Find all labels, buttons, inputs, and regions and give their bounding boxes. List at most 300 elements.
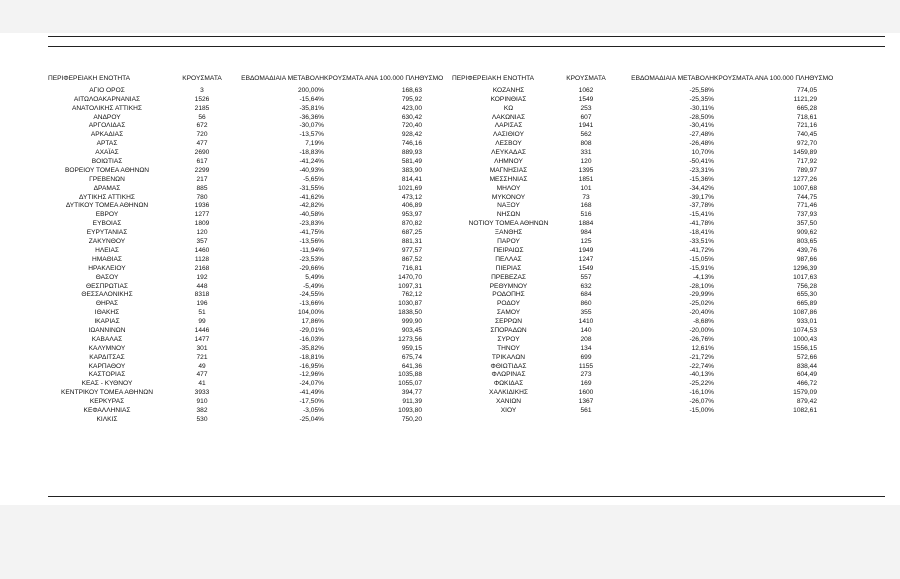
per-100k-cell: 750,20 (401, 415, 422, 423)
weekly-change-cell (607, 416, 714, 425)
weekly-change-cell: -3,05% (303, 406, 324, 414)
cases-cell: 217 (196, 175, 208, 183)
cases-cell: 2690 (194, 149, 210, 157)
table-row (48, 158, 885, 167)
region-cell: ΤΗΝΟΥ (497, 344, 520, 352)
region-cell: ΝΑΞΟΥ (497, 202, 520, 210)
per-100k-cell: 1082,61 (793, 406, 817, 414)
region-cell: ΣΠΟΡΑΔΩΝ (490, 326, 527, 334)
per-100k-cell: 928,42 (401, 131, 422, 139)
col-region-left: ΠΕΡΙΦΕΡΕΙΑΚΗ ΕΝΟΤΗΤΑ (48, 75, 131, 82)
weekly-change-cell: -23,31% (689, 166, 714, 174)
per-100k-cell: 1074,53 (793, 326, 817, 334)
region-cell: ΚΑΛΥΜΝΟΥ (88, 344, 126, 352)
region-cell: ΑΧΑΪΑΣ (95, 149, 119, 157)
region-cell: ΘΑΣΟΥ (95, 273, 119, 281)
per-100k-cell: 1017,63 (793, 273, 817, 281)
per-100k-cell: 814,41 (401, 175, 422, 183)
weekly-change-cell: -41,75% (299, 229, 324, 237)
per-100k-cell: 1273,56 (398, 335, 422, 343)
per-100k-cell: 357,50 (796, 220, 817, 228)
weekly-change-cell: -5,65% (303, 175, 324, 183)
cases-cell: 140 (580, 326, 592, 334)
cases-cell: 56 (198, 113, 206, 121)
region-cell: ΔΥΤΙΚΗΣ ΑΤΤΙΚΗΣ (79, 193, 135, 201)
per-100k-cell: 406,89 (401, 202, 422, 210)
weekly-change-cell: -18,41% (689, 229, 714, 237)
bottom-rule (48, 496, 885, 497)
weekly-change-cell: -18,83% (299, 149, 324, 157)
cases-cell: 885 (196, 184, 208, 192)
region-cell: ΛΑΡΙΣΑΣ (494, 122, 523, 130)
weekly-change-cell: -23,83% (299, 220, 324, 228)
cases-cell: 73 (582, 193, 590, 201)
table-row (48, 229, 885, 238)
per-100k-cell: 803,65 (796, 238, 817, 246)
table-row (48, 220, 885, 229)
weekly-change-cell: -21,72% (689, 353, 714, 361)
region-cell: ΙΘΑΚΗΣ (94, 309, 120, 317)
table-row (48, 167, 885, 176)
region-cell: ΕΥΒΟΙΑΣ (92, 220, 122, 228)
weekly-change-cell: -16,10% (689, 389, 714, 397)
cases-cell: 607 (580, 113, 592, 121)
cases-cell: 557 (580, 273, 592, 281)
per-100k-cell: 756,28 (796, 282, 817, 290)
region-cell: ΘΕΣΣΑΛΟΝΙΚΗΣ (81, 291, 133, 299)
region-cell: ΚΑΡΔΙΤΣΑΣ (89, 353, 125, 361)
per-100k-cell: 933,01 (796, 318, 817, 326)
cases-cell: 562 (580, 131, 592, 139)
weekly-change-cell: -17,50% (299, 398, 324, 406)
cases-cell: 1936 (194, 202, 210, 210)
weekly-change-cell: -26,07% (689, 398, 714, 406)
region-cell: ΦΛΩΡΙΝΑΣ (491, 371, 526, 379)
cases-cell: 1446 (194, 326, 210, 334)
per-100k-cell: 721,16 (796, 122, 817, 130)
cases-cell: 561 (580, 406, 592, 414)
per-100k-cell: 1556,15 (793, 344, 817, 352)
table-row (48, 131, 885, 140)
per-100k-cell: 1021,69 (398, 184, 422, 192)
weekly-change-cell: 5,49% (305, 273, 324, 281)
cases-cell: 273 (580, 371, 592, 379)
cases-cell: 51 (198, 309, 206, 317)
per-100k-cell: 911,39 (402, 398, 422, 406)
cases-cell: 699 (580, 353, 592, 361)
per-100k-cell: 987,66 (796, 255, 817, 263)
per-100k-cell: 383,90 (401, 166, 422, 174)
cases-cell: 780 (196, 193, 208, 201)
cases-cell: 672 (196, 122, 208, 130)
region-cell: ΒΟΙΩΤΙΑΣ (91, 158, 123, 166)
region-cell: ΝΟΤΙΟΥ ΤΟΜΕΑ ΑΘΗΝΩΝ (468, 220, 549, 228)
cases-cell: 1247 (578, 255, 594, 263)
region-cell: ΙΩΑΝΝΙΝΩΝ (88, 326, 126, 334)
weekly-change-cell: -26,48% (689, 140, 714, 148)
per-100k-cell: 889,93 (401, 149, 422, 157)
weekly-change-cell: -11,94% (299, 246, 324, 254)
table-row (48, 291, 885, 300)
cases-cell: 3 (200, 86, 204, 94)
cases-cell: 1277 (194, 211, 210, 219)
weekly-change-cell: -34,42% (689, 184, 714, 192)
table-row (48, 238, 885, 247)
table-row (48, 194, 885, 203)
per-100k-cell: 1087,86 (793, 309, 817, 317)
per-100k-cell: 909,62 (796, 229, 817, 237)
weekly-change-cell: -40,58% (299, 211, 324, 219)
weekly-change-cell: -22,74% (689, 362, 714, 370)
region-cell: ΕΒΡΟΥ (95, 211, 119, 219)
table-row (48, 122, 885, 131)
table-row (48, 363, 885, 372)
weekly-change-cell: 104,00% (297, 309, 324, 317)
weekly-change-cell: -27,48% (689, 131, 714, 139)
weekly-change-cell: -15,36% (689, 175, 714, 183)
table-row (48, 283, 885, 292)
weekly-change-cell: -29,99% (689, 291, 714, 299)
per-100k-cell (714, 416, 817, 425)
table-body (48, 87, 885, 425)
weekly-change-cell: -39,17% (689, 193, 714, 201)
region-cell: ΚΑΡΠΑΘΟΥ (88, 362, 126, 370)
cases-cell: 8318 (194, 291, 210, 299)
weekly-change-cell: -40,13% (689, 371, 714, 379)
per-100k-cell: 1296,39 (793, 264, 817, 272)
cases-cell: 120 (196, 229, 208, 237)
region-cell: ΣΕΡΡΩΝ (495, 318, 522, 326)
cases-cell: 1128 (194, 255, 210, 263)
table-row (48, 96, 885, 105)
per-100k-cell: 1097,31 (398, 282, 422, 290)
per-100k-cell: 675,74 (401, 353, 422, 361)
cases-cell: 2299 (194, 166, 210, 174)
per-100k-cell: 959,15 (401, 344, 422, 352)
cases-cell: 684 (580, 291, 592, 299)
cases-cell: 41 (198, 380, 206, 388)
weekly-change-cell: -20,00% (689, 326, 714, 334)
region-cell: ΑΡΚΑΔΙΑΣ (90, 131, 124, 139)
region-cell: ΠΡΕΒΕΖΑΣ (491, 273, 526, 281)
weekly-change-cell: -25,04% (299, 415, 324, 423)
weekly-change-cell: 17,86% (301, 318, 324, 326)
per-100k-cell: 641,36 (401, 362, 422, 370)
weekly-change-cell: -25,58% (689, 86, 714, 94)
table-row (48, 327, 885, 336)
cases-cell: 1062 (578, 86, 594, 94)
cases-cell: 860 (580, 300, 592, 308)
cases-cell: 1477 (194, 335, 210, 343)
weekly-change-cell: -29,66% (299, 264, 324, 272)
cases-cell: 208 (580, 335, 592, 343)
per-100k-cell: 740,45 (796, 131, 817, 139)
per-100k-cell: 1470,70 (398, 273, 422, 281)
per-100k-cell: 394,77 (401, 389, 422, 397)
weekly-change-cell: -41,49% (299, 389, 324, 397)
cases-cell: 382 (196, 406, 208, 414)
weekly-change-cell: -25,22% (689, 380, 714, 388)
cases-cell: 120 (580, 158, 592, 166)
region-cell: ΚΕΝΤΡΙΚΟΥ ΤΟΜΕΑ ΑΘΗΝΩΝ (61, 389, 153, 397)
region-cell: ΑΓΙΟ ΟΡΟΣ (89, 86, 125, 94)
region-cell: ΛΗΜΝΟΥ (494, 158, 523, 166)
cases-cell: 516 (580, 211, 592, 219)
per-100k-cell: 439,76 (796, 246, 817, 254)
weekly-change-cell: -29,01% (299, 326, 324, 334)
weekly-change-cell: -31,55% (299, 184, 324, 192)
region-cell: ΘΕΣΠΡΩΤΙΑΣ (85, 282, 129, 290)
region-cell: ΧΑΛΚΙΔΙΚΗΣ (489, 389, 528, 397)
table-row (48, 389, 885, 398)
per-100k-cell: 655,30 (796, 291, 817, 299)
per-100k-cell: 771,46 (796, 202, 817, 210)
region-cell: ΧΙΟΥ (500, 406, 517, 414)
table-row (48, 416, 885, 425)
region-cell: ΠΑΡΟΥ (497, 238, 520, 246)
cases-cell: 1526 (194, 95, 210, 103)
cases-cell: 169 (580, 380, 592, 388)
per-100k-cell: 1277,26 (793, 175, 817, 183)
weekly-change-cell: -28,10% (689, 282, 714, 290)
cases-cell: 617 (196, 158, 208, 166)
table-row (48, 185, 885, 194)
region-cell: ΗΡΑΚΛΕΙΟΥ (88, 264, 126, 272)
cases-cell: 720 (196, 131, 208, 139)
weekly-change-cell: -28,50% (689, 113, 714, 121)
per-100k-cell: 1459,89 (793, 149, 817, 157)
region-cell: ΦΩΚΙΔΑΣ (493, 380, 524, 388)
table-row (48, 105, 885, 114)
cases-cell: 632 (580, 282, 592, 290)
cases-cell: 192 (196, 273, 208, 281)
table-row (48, 336, 885, 345)
weekly-change-cell: -41,78% (689, 220, 714, 228)
region-cell: ΔΥΤΙΚΟΥ ΤΟΜΕΑ ΑΘΗΝΩΝ (65, 202, 149, 210)
table-row (48, 140, 885, 149)
cases-cell: 477 (196, 140, 208, 148)
col-weekly-change-left: ΕΒΔΟΜΑΔΙΑΙΑ ΜΕΤΑΒΟΛΗ (241, 75, 324, 82)
cases-cell: 125 (580, 238, 592, 246)
per-100k-cell: 870,82 (401, 220, 422, 228)
per-100k-cell: 881,31 (401, 238, 422, 246)
region-cell: ΑΡΤΑΣ (96, 140, 118, 148)
cases-cell: 3933 (194, 389, 210, 397)
weekly-change-cell: -13,57% (299, 131, 324, 139)
region-cell: ΧΑΝΙΩΝ (495, 398, 522, 406)
per-100k-cell: 1000,43 (793, 335, 817, 343)
table-row (48, 371, 885, 380)
region-cell (452, 416, 565, 425)
region-cell: ΚΩ (503, 104, 514, 112)
cases-cell: 1410 (578, 318, 594, 326)
region-cell: ΙΚΑΡΙΑΣ (94, 318, 120, 326)
region-cell: ΣΑΜΟΥ (496, 309, 521, 317)
weekly-change-cell: -15,05% (689, 255, 714, 263)
per-100k-cell: 1035,88 (398, 371, 422, 379)
weekly-change-cell: -37,78% (689, 202, 714, 210)
per-100k-cell: 1121,29 (793, 95, 817, 103)
per-100k-cell: 999,90 (401, 318, 422, 326)
region-cell: ΚΑΣΤΟΡΙΑΣ (88, 371, 126, 379)
cases-cell: 1460 (194, 246, 210, 254)
per-100k-cell: 473,12 (401, 193, 422, 201)
per-100k-cell: 746,16 (401, 140, 422, 148)
per-100k-cell: 720,40 (401, 122, 422, 130)
per-100k-cell: 665,28 (796, 104, 817, 112)
region-cell: ΡΟΔΟΥ (497, 300, 520, 308)
per-100k-cell: 737,93 (796, 211, 817, 219)
region-cell: ΜΕΣΣΗΝΙΑΣ (489, 175, 528, 183)
weekly-change-cell: -35,81% (299, 104, 324, 112)
region-cell: ΦΘΙΩΤΙΔΑΣ (490, 362, 527, 370)
weekly-change-cell: -24,55% (299, 291, 324, 299)
weekly-change-cell: -18,81% (299, 353, 324, 361)
per-100k-cell: 717,92 (796, 158, 817, 166)
region-cell: ΘΗΡΑΣ (95, 300, 119, 308)
cases-cell: 331 (580, 149, 592, 157)
region-cell: ΕΥΡΥΤΑΝΙΑΣ (86, 229, 128, 237)
col-per-100k-left: ΚΡΟΥΣΜΑΤΑ ΑΝΑ 100.000 ΠΛΗΘΥΣΜΟ (324, 75, 444, 82)
cases-cell: 448 (196, 282, 208, 290)
region-cell: ΑΡΓΟΛΙΔΑΣ (88, 122, 126, 130)
weekly-change-cell: -4,13% (693, 273, 714, 281)
table-row (48, 380, 885, 389)
cases-cell: 1549 (578, 264, 594, 272)
cases-cell: 357 (196, 238, 208, 246)
table-row (48, 202, 885, 211)
weekly-change-cell: -30,11% (689, 104, 714, 112)
weekly-change-cell: -16,03% (299, 335, 324, 343)
weekly-change-cell: -25,35% (689, 95, 714, 103)
region-cell: ΚΟΖΑΝΗΣ (492, 86, 525, 94)
table-row (48, 309, 885, 318)
region-cell: ΣΥΡΟΥ (497, 335, 520, 343)
col-region-right: ΠΕΡΙΦΕΡΕΙΑΚΗ ΕΝΟΤΗΤΑ (452, 75, 535, 82)
cases-cell: 808 (580, 140, 592, 148)
region-cell: ΚΕΡΚΥΡΑΣ (89, 398, 125, 406)
region-cell: ΑΙΤΩΛΟΑΚΑΡΝΑΝΙΑΣ (73, 95, 141, 103)
per-100k-cell: 1007,68 (793, 184, 817, 192)
table-row (48, 265, 885, 274)
per-100k-cell: 903,45 (401, 326, 422, 334)
cases-cell: 910 (196, 398, 208, 406)
cases-cell: 168 (580, 202, 592, 210)
table-row (48, 211, 885, 220)
cases-cell: 134 (580, 344, 592, 352)
per-100k-cell: 572,66 (796, 353, 817, 361)
weekly-change-cell: -33,51% (689, 238, 714, 246)
cases-cell (565, 416, 607, 425)
weekly-change-cell: 12,61% (691, 344, 714, 352)
region-cell: ΛΕΥΚΑΔΑΣ (491, 149, 526, 157)
per-100k-cell: 789,97 (796, 166, 817, 174)
table-row (48, 274, 885, 283)
col-per-100k-right: ΚΡΟΥΣΜΑΤΑ ΑΝΑ 100.000 ΠΛΗΘΥΣΜΟ (714, 75, 834, 82)
region-cell: ΚΟΡΙΝΘΙΑΣ (490, 95, 527, 103)
weekly-change-cell: -36,36% (299, 113, 324, 121)
table-row (48, 256, 885, 265)
per-100k-cell: 762,12 (401, 291, 422, 299)
weekly-change-cell: -13,66% (299, 300, 324, 308)
top-rule (48, 36, 885, 37)
weekly-change-cell: -50,41% (689, 158, 714, 166)
cases-cell: 1949 (578, 246, 594, 254)
region-cell: ΝΗΣΩΝ (496, 211, 521, 219)
weekly-change-cell: -13,56% (299, 238, 324, 246)
weekly-change-cell: -42,82% (299, 202, 324, 210)
weekly-change-cell: -15,41% (689, 211, 714, 219)
per-100k-cell: 466,72 (796, 380, 817, 388)
region-cell: ΤΡΙΚΑΛΩΝ (491, 353, 526, 361)
table-row (48, 176, 885, 185)
weekly-change-cell: -16,95% (299, 362, 324, 370)
per-100k-cell: 581,49 (401, 158, 422, 166)
per-100k-cell: 972,70 (796, 140, 817, 148)
table-row (48, 354, 885, 363)
weekly-change-cell: -26,76% (689, 335, 714, 343)
per-100k-cell: 1055,07 (398, 380, 422, 388)
weekly-change-cell: -5,49% (303, 282, 324, 290)
cases-cell: 1367 (578, 398, 594, 406)
region-cell: ΑΝΔΡΟΥ (93, 113, 121, 121)
weekly-change-cell: -35,82% (299, 344, 324, 352)
per-100k-cell: 423,00 (401, 104, 422, 112)
cases-cell: 2168 (194, 264, 210, 272)
per-100k-cell: 604,49 (796, 371, 817, 379)
cases-table (48, 75, 885, 425)
per-100k-cell: 1030,87 (398, 300, 422, 308)
weekly-change-cell: 10,70% (691, 149, 714, 157)
weekly-change-cell: -24,07% (299, 380, 324, 388)
per-100k-cell: 953,97 (401, 211, 422, 219)
cases-cell: 984 (580, 229, 592, 237)
weekly-change-cell: -20,40% (689, 309, 714, 317)
weekly-change-cell: -41,24% (299, 158, 324, 166)
per-100k-cell: 879,42 (796, 398, 817, 406)
cases-cell: 1941 (578, 122, 594, 130)
weekly-change-cell: -23,53% (299, 255, 324, 263)
region-cell: ΔΡΑΜΑΣ (93, 184, 121, 192)
weekly-change-cell: -40,93% (299, 166, 324, 174)
document-page (0, 33, 900, 505)
cases-cell: 196 (196, 300, 208, 308)
region-cell: ΚΕΦΑΛΛΗΝΙΑΣ (83, 406, 131, 414)
cases-cell: 301 (196, 344, 208, 352)
cases-cell: 253 (580, 104, 592, 112)
weekly-change-cell: -15,00% (689, 406, 714, 414)
region-cell: ΛΕΣΒΟΥ (495, 140, 522, 148)
cases-cell: 355 (580, 309, 592, 317)
cases-cell: 1155 (578, 362, 594, 370)
region-cell: ΜΑΓΝΗΣΙΑΣ (489, 166, 528, 174)
cases-cell: 1884 (578, 220, 594, 228)
region-cell: ΜΗΛΟΥ (496, 184, 521, 192)
region-cell: ΠΕΙΡΑΙΩΣ (493, 246, 524, 254)
region-cell: ΑΝΑΤΟΛΙΚΗΣ ΑΤΤΙΚΗΣ (72, 104, 142, 112)
header-rule (48, 46, 885, 47)
table-header (48, 75, 885, 84)
table-row (48, 398, 885, 407)
per-100k-cell: 1838,50 (398, 309, 422, 317)
weekly-change-cell: -15,91% (689, 264, 714, 272)
region-cell: ΚΑΒΑΛΑΣ (91, 335, 123, 343)
table-row (48, 345, 885, 354)
table-row (48, 247, 885, 256)
per-100k-cell: 718,61 (796, 113, 817, 121)
weekly-change-cell: 200,00% (297, 86, 324, 94)
region-cell: ΡΟΔΟΠΗΣ (492, 291, 525, 299)
